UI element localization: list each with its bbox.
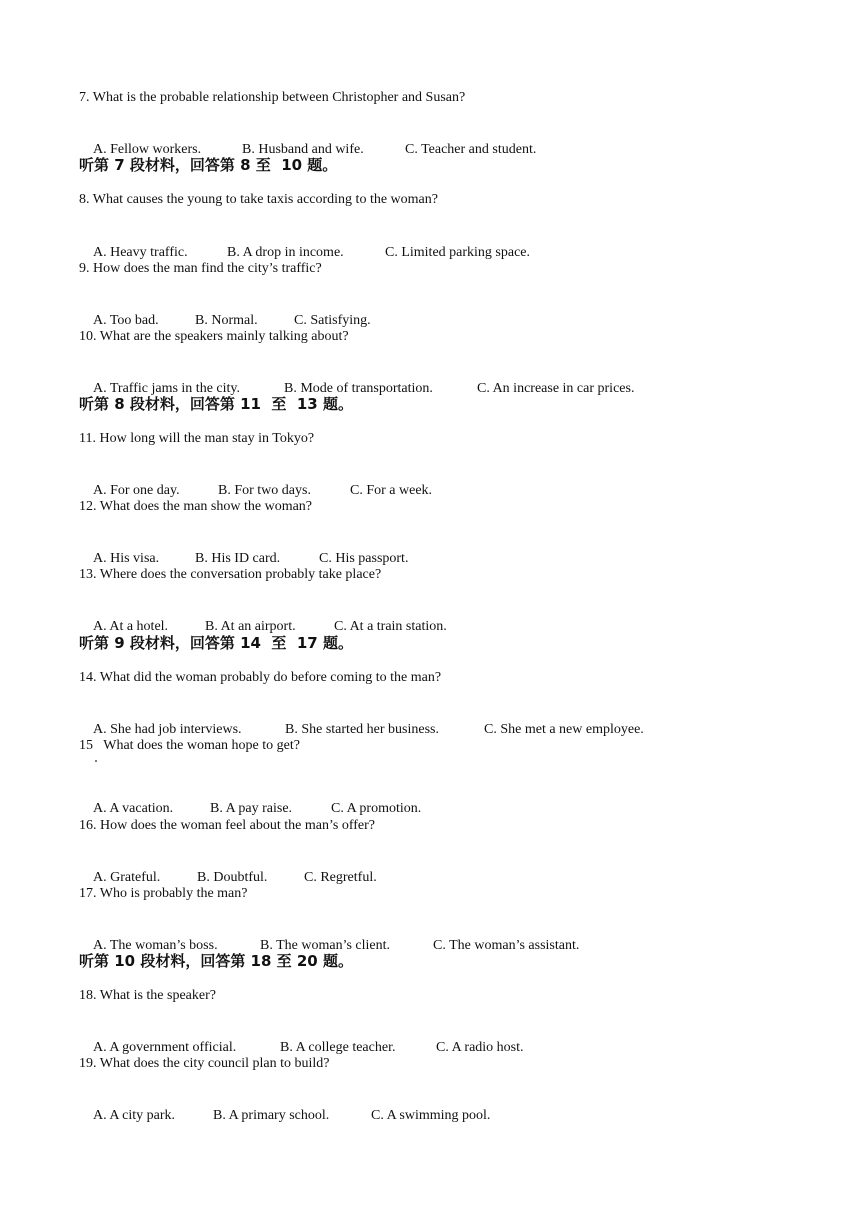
option-c: C. A swimming pool.	[371, 1108, 491, 1123]
option-c: C. A promotion.	[331, 801, 422, 816]
option-b: B. A drop in income.	[227, 245, 344, 260]
question-7: 7. What is the probable relationship between Christopher and Susan?	[79, 90, 466, 105]
question-15: 15 What does the woman hope to get?	[79, 738, 300, 753]
option-c: C. She met a new employee.	[484, 722, 644, 737]
option-b: B. A college teacher.	[280, 1040, 396, 1055]
section-heading-9: 听第 9 段材料，回答第 14 至 17 题。	[79, 634, 353, 652]
question-9: 9. How does the man find the city’s traffic?	[79, 261, 322, 276]
section-heading-7: 听第 7 段材料，回答第 8 至 10 题。	[79, 156, 338, 174]
option-a: A. Heavy traffic.	[93, 245, 188, 260]
options-row-19	[79, 1089, 490, 1143]
option-a: A. Too bad.	[93, 313, 159, 328]
option-b: B. His ID card.	[195, 551, 281, 566]
option-a: A. A government official.	[93, 1040, 237, 1055]
option-b: B. Husband and wife.	[242, 142, 364, 157]
option-a: A. The woman’s boss.	[93, 938, 218, 953]
option-a: A. She had job interviews.	[93, 722, 242, 737]
option-a: A. Fellow workers.	[93, 142, 202, 157]
option-b: B. She started her business.	[285, 722, 439, 737]
option-a: A. A city park.	[93, 1108, 176, 1123]
option-a: A. Traffic jams in the city.	[93, 381, 240, 396]
option-a: A. His visa.	[93, 551, 160, 566]
option-c: C. Satisfying.	[294, 313, 371, 328]
option-b: B. A pay raise.	[210, 801, 293, 816]
question-8: 8. What causes the young to take taxis according to the woman?	[79, 192, 438, 207]
option-b: B. Normal.	[195, 313, 258, 328]
question-13: 13. Where does the conversation probably take place?	[79, 567, 382, 582]
question-10: 10. What are the speakers mainly talking about?	[79, 329, 349, 344]
option-c: C. For a week.	[350, 483, 433, 498]
option-c: C. At a train station.	[334, 619, 447, 634]
question-19: 19. What does the city council plan to build?	[79, 1056, 330, 1071]
question-17: 17. Who is probably the man?	[79, 886, 248, 901]
option-c: C. The woman’s assistant.	[433, 938, 580, 953]
question-18: 18. What is the speaker?	[79, 988, 216, 1003]
question-12: 12. What does the man show the woman?	[79, 499, 313, 514]
option-b: B. For two days.	[218, 483, 311, 498]
option-a: A. Grateful.	[93, 870, 161, 885]
option-a: A. A vacation.	[93, 801, 174, 816]
question-14: 14. What did the woman probably do before coming to the man?	[79, 670, 442, 685]
option-c: C. Limited parking space.	[385, 245, 531, 260]
question-16: 16. How does the woman feel about the man’s offer?	[79, 818, 375, 833]
option-a: A. For one day.	[93, 483, 180, 498]
option-b: B. A primary school.	[213, 1108, 330, 1123]
option-c: C. An increase in car prices.	[477, 381, 635, 396]
option-b: B. Mode of transportation.	[284, 381, 433, 396]
option-b: B. Doubtful.	[197, 870, 268, 885]
stray-mark	[95, 760, 97, 762]
option-c: C. His passport.	[319, 551, 409, 566]
question-11: 11. How long will the man stay in Tokyo?	[79, 431, 315, 446]
section-heading-10: 听第 10 段材料，回答第 18 至 20 题。	[79, 952, 353, 970]
option-c: C. A radio host.	[436, 1040, 524, 1055]
option-b: B. The woman’s client.	[260, 938, 390, 953]
option-b: B. At an airport.	[205, 619, 296, 634]
option-c: C. Teacher and student.	[405, 142, 537, 157]
option-c: C. Regretful.	[304, 870, 377, 885]
section-heading-8: 听第 8 段材料，回答第 11 至 13 题。	[79, 395, 353, 413]
option-a: A. At a hotel.	[93, 619, 169, 634]
